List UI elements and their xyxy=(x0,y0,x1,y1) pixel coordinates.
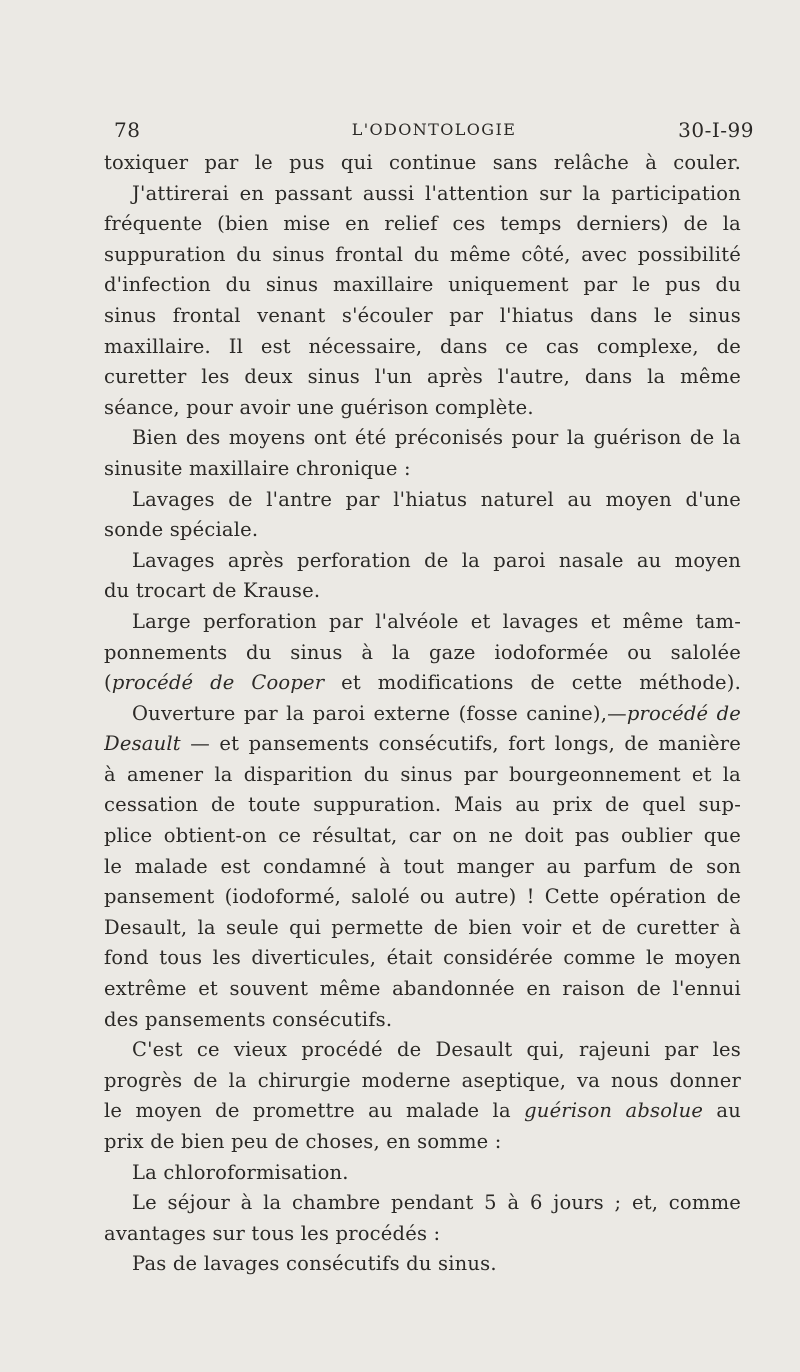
text-line: sinus frontal venant s'écouler par l'hiatus dans le sinus xyxy=(104,303,741,327)
text-line: C'est ce vieux procédé de Desault qui, rajeuni par les xyxy=(132,1038,741,1062)
text-line: maxillaire. Il est nécessaire, dans ce cas complexe, de xyxy=(104,334,741,358)
text-line: La chloroformisation. xyxy=(132,1160,349,1184)
text-line: le malade est condamné à tout manger au parfum de son xyxy=(104,854,741,878)
text-line: suppuration du sinus frontal du même côté, avec possibilité xyxy=(104,242,741,266)
line-suffix: et modifications de cette méthode). xyxy=(324,671,741,695)
text-line: Large perforation par l'alvéole et lavages et même tam- xyxy=(132,609,741,633)
text-line: Le séjour à la chambre pendant 5 à 6 jours ; et, comme xyxy=(132,1191,741,1215)
text-line: sinusite maxillaire chronique : xyxy=(104,456,411,480)
text-line: curetter les deux sinus l'un après l'autre, dans la même xyxy=(104,365,741,389)
text-line: Lavages de l'antre par l'hiatus naturel au moyen d'une xyxy=(132,487,741,511)
text-line: Desault, la seule qui permette de bien voir et de curetter à xyxy=(104,915,741,939)
text-line: progrès de la chirurgie moderne aseptique, va nous donner xyxy=(104,1068,741,1092)
line-prefix: Ouverture par la paroi externe (fosse canine),— xyxy=(132,701,627,725)
text-line: toxiquer par le pus qui continue sans relâche à couler. xyxy=(104,151,741,174)
text-line: des pansements consécutifs. xyxy=(104,1007,393,1031)
text-line-with-italic xyxy=(104,668,741,699)
text-line: ponnements du sinus à la gaze iodoformée ou salolée xyxy=(104,640,741,664)
line-prefix: le moyen de promettre au malade la xyxy=(104,1099,525,1123)
text-line: d'infection du sinus maxillaire uniquement par le pus du xyxy=(104,273,741,297)
text-line: du trocart de Krause. xyxy=(104,579,321,603)
text-line: extrême et souvent même abandonnée en raison de l'ennui xyxy=(104,977,741,1001)
page-number: 78 xyxy=(114,118,141,142)
text-line: J'attirerai en passant aussi l'attention sur la participation xyxy=(132,181,741,205)
italic-phrase: Desault xyxy=(104,732,181,756)
text-line: fond tous les diverticules, était considérée comme le moyen xyxy=(104,946,741,970)
text-line-with-italic xyxy=(104,1096,741,1127)
running-header xyxy=(114,118,754,146)
text-line: fréquente (bien mise en relief ces temps derniers) de la xyxy=(104,212,741,236)
italic-phrase: guérison absolue xyxy=(524,1099,704,1123)
text-line: Bien des moyens ont été préconisés pour la guérison de la xyxy=(132,426,741,450)
body-text xyxy=(104,148,741,1280)
issue-date: 30-I-99 xyxy=(678,118,754,142)
text-line-with-italic xyxy=(104,729,741,760)
italic-phrase: procédé de xyxy=(626,701,741,725)
text-line: à amener la disparition du sinus par bourgeonnement et la xyxy=(104,762,741,786)
text-line: cessation de toute suppuration. Mais au prix de quel sup- xyxy=(104,793,741,817)
text-line: plice obtient-on ce résultat, car on ne doit pas oublier que xyxy=(104,824,741,848)
italic-phrase: procédé de Cooper xyxy=(111,671,325,695)
text-line: séance, pour avoir une guérison complète. xyxy=(104,395,534,419)
line-suffix: — et pansements consécutifs, fort longs, de manière xyxy=(180,732,741,756)
running-title: L'ODONTOLOGIE xyxy=(351,120,517,139)
line-prefix: ( xyxy=(104,671,112,695)
text-line: Pas de lavages consécutifs du sinus. xyxy=(132,1252,497,1276)
text-line: Lavages après perforation de la paroi nasale au moyen xyxy=(132,548,741,572)
text-line: avantages sur tous les procédés : xyxy=(104,1221,441,1245)
text-line: sonde spéciale. xyxy=(104,518,259,542)
text-line-with-italic xyxy=(104,699,741,730)
text-line: prix de bien peu de choses, en somme : xyxy=(104,1130,502,1153)
line-suffix: au xyxy=(703,1099,741,1123)
text-line: pansement (iodoformé, salolé ou autre) ! Cette opération de xyxy=(104,885,741,909)
